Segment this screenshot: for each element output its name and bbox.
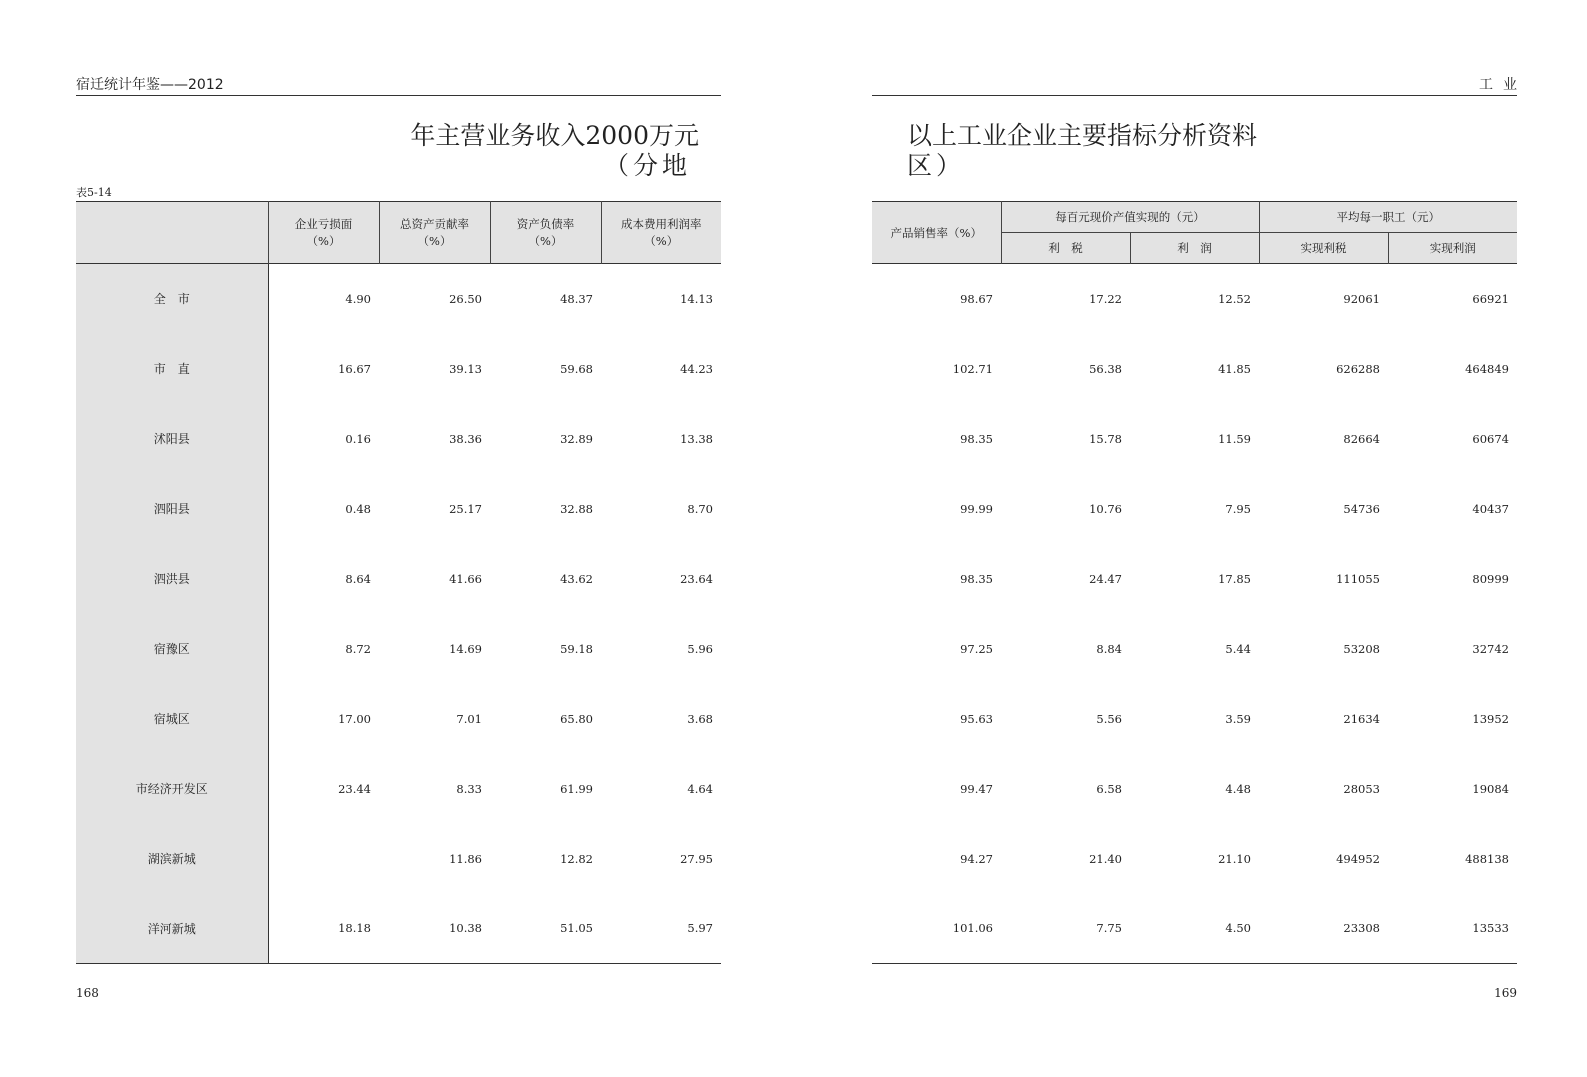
table-row — [872, 264, 1517, 334]
subheader-profit-tax: 利 税 — [1001, 233, 1130, 264]
table-row — [872, 404, 1517, 474]
region-name-cell: 泗阳县 — [76, 474, 268, 544]
table-title-part-1: 年主营业务收入2000万元 — [410, 121, 699, 150]
right-data-table — [872, 201, 1517, 964]
region-name-cell: 全 市 — [76, 264, 268, 334]
right-page — [872, 0, 1527, 1077]
value-cell: 59.68 — [560, 361, 593, 376]
table-row — [76, 614, 721, 684]
value-cell: 41.85 — [1218, 361, 1251, 376]
value-cell: 59.18 — [560, 641, 593, 656]
value-cell: 10.76 — [1089, 501, 1122, 516]
table-row — [872, 614, 1517, 684]
value-cell: 99.47 — [960, 781, 993, 796]
value-cell: 14.69 — [449, 641, 482, 656]
value-cell: 494952 — [1336, 851, 1380, 866]
table-row — [872, 824, 1517, 894]
value-cell: 0.48 — [345, 501, 371, 516]
value-cell: 40437 — [1472, 501, 1509, 516]
value-cell: 98.35 — [960, 571, 993, 586]
value-cell: 11.59 — [1218, 431, 1251, 446]
subheader-realized-profit-tax: 实现利税 — [1259, 233, 1388, 264]
value-cell: 0.16 — [345, 431, 371, 446]
header-loss-ratio: 企业亏损面 （%） — [268, 202, 379, 264]
value-cell: 23.64 — [680, 571, 713, 586]
value-cell: 21634 — [1343, 711, 1380, 726]
value-cell: 17.85 — [1218, 571, 1251, 586]
value-cell: 7.75 — [1096, 921, 1122, 936]
value-cell: 19084 — [1472, 781, 1509, 796]
value-cell: 7.01 — [456, 711, 482, 726]
table-title-part-4: 区） — [907, 151, 966, 180]
header-cost-profit-ratio: 成本费用利润率 （%） — [601, 202, 721, 264]
table-row — [76, 754, 721, 824]
value-cell: 21.40 — [1089, 851, 1122, 866]
table-title-part-3: 以上工业企业主要指标分析资料 — [907, 121, 1258, 150]
value-cell: 17.22 — [1089, 291, 1122, 306]
table-row — [872, 474, 1517, 544]
header-sales-rate: 产品销售率（%） — [872, 202, 1001, 264]
value-cell: 61.99 — [560, 781, 593, 796]
value-cell: 12.52 — [1218, 291, 1251, 306]
chapter-title: 工业 — [1479, 77, 1527, 93]
page-number-left: 168 — [76, 986, 99, 1000]
value-cell: 13952 — [1472, 711, 1509, 726]
value-cell: 5.97 — [687, 921, 713, 936]
value-cell: 5.56 — [1096, 711, 1122, 726]
value-cell: 82664 — [1343, 431, 1380, 446]
value-cell: 23.44 — [338, 781, 371, 796]
left-header-row — [76, 202, 721, 264]
value-cell: 4.90 — [345, 291, 371, 306]
value-cell: 60674 — [1472, 431, 1509, 446]
region-name-cell: 洋河新城 — [76, 894, 268, 964]
value-cell: 4.50 — [1225, 921, 1251, 936]
table-number: 表5-14 — [76, 186, 112, 199]
header-asset-contribution: 总资产贡献率 （%） — [379, 202, 490, 264]
value-cell: 80999 — [1472, 571, 1509, 586]
value-cell: 11.86 — [449, 851, 482, 866]
running-head-right — [872, 74, 1527, 96]
value-cell: 6.58 — [1096, 781, 1122, 796]
left-page — [76, 0, 721, 1077]
value-cell: 98.67 — [960, 291, 993, 306]
table-row — [872, 894, 1517, 964]
value-cell: 13.38 — [680, 431, 713, 446]
value-cell: 3.68 — [687, 711, 713, 726]
value-cell: 48.37 — [560, 291, 593, 306]
region-name-cell: 市经济开发区 — [76, 754, 268, 824]
table-row — [76, 824, 721, 894]
yearbook-title: 宿迁统计年鉴——2012 — [76, 77, 224, 93]
header-debt-ratio: 资产负债率 （%） — [490, 202, 601, 264]
value-cell: 14.13 — [680, 291, 713, 306]
value-cell: 38.36 — [449, 431, 482, 446]
value-cell: 26.50 — [449, 291, 482, 306]
value-cell: 13533 — [1472, 921, 1509, 936]
subheader-realized-profit: 实现利润 — [1388, 233, 1517, 264]
value-cell: 12.82 — [560, 851, 593, 866]
value-cell: 32.88 — [560, 501, 593, 516]
table-row — [76, 474, 721, 544]
value-cell: 32.89 — [560, 431, 593, 446]
value-cell: 8.33 — [456, 781, 482, 796]
value-cell — [268, 824, 379, 894]
value-cell: 111055 — [1336, 571, 1380, 586]
value-cell: 8.84 — [1096, 641, 1122, 656]
value-cell: 92061 — [1343, 291, 1380, 306]
table-row — [76, 894, 721, 964]
running-head-left — [76, 74, 721, 96]
value-cell: 10.38 — [449, 921, 482, 936]
value-cell: 8.72 — [345, 641, 371, 656]
table-title-part-2: （分地 — [603, 151, 691, 180]
value-cell: 43.62 — [560, 571, 593, 586]
value-cell: 98.35 — [960, 431, 993, 446]
table-row — [872, 754, 1517, 824]
value-cell: 51.05 — [560, 921, 593, 936]
value-cell: 15.78 — [1089, 431, 1122, 446]
value-cell: 56.38 — [1089, 361, 1122, 376]
value-cell: 99.99 — [960, 501, 993, 516]
value-cell: 23308 — [1343, 921, 1380, 936]
table-row — [76, 684, 721, 754]
value-cell: 54736 — [1343, 501, 1380, 516]
left-data-table — [76, 201, 721, 964]
region-name-cell: 宿豫区 — [76, 614, 268, 684]
value-cell: 4.64 — [687, 781, 713, 796]
value-cell: 18.18 — [338, 921, 371, 936]
value-cell: 488138 — [1465, 851, 1509, 866]
table-row — [76, 404, 721, 474]
value-cell: 16.67 — [338, 361, 371, 376]
header-per-hundred-yuan: 每百元现价产值实现的（元） — [1001, 202, 1259, 233]
value-cell: 97.25 — [960, 641, 993, 656]
value-cell: 4.48 — [1225, 781, 1251, 796]
value-cell: 626288 — [1336, 361, 1380, 376]
region-name-cell: 市 直 — [76, 334, 268, 404]
table-row — [76, 264, 721, 334]
value-cell: 7.95 — [1225, 501, 1251, 516]
value-cell: 27.95 — [680, 851, 713, 866]
value-cell: 65.80 — [560, 711, 593, 726]
subheader-profit: 利 润 — [1130, 233, 1259, 264]
value-cell: 17.00 — [338, 711, 371, 726]
value-cell: 102.71 — [952, 361, 993, 376]
value-cell: 8.64 — [345, 571, 371, 586]
value-cell: 66921 — [1472, 291, 1509, 306]
value-cell: 24.47 — [1089, 571, 1122, 586]
value-cell: 101.06 — [952, 921, 993, 936]
value-cell: 32742 — [1472, 641, 1509, 656]
value-cell: 41.66 — [449, 571, 482, 586]
table-row — [76, 544, 721, 614]
region-name-cell: 宿城区 — [76, 684, 268, 754]
value-cell: 5.44 — [1225, 641, 1251, 656]
region-name-cell: 沭阳县 — [76, 404, 268, 474]
value-cell: 5.96 — [687, 641, 713, 656]
table-row — [872, 334, 1517, 404]
region-name-cell: 湖滨新城 — [76, 824, 268, 894]
table-row — [872, 544, 1517, 614]
value-cell: 8.70 — [687, 501, 713, 516]
value-cell: 25.17 — [449, 501, 482, 516]
value-cell: 39.13 — [449, 361, 482, 376]
value-cell: 21.10 — [1218, 851, 1251, 866]
right-header-row-1 — [872, 202, 1517, 233]
table-row — [872, 684, 1517, 754]
value-cell: 44.23 — [680, 361, 713, 376]
region-header-cell — [76, 202, 268, 264]
region-name-cell: 泗洪县 — [76, 544, 268, 614]
header-per-employee: 平均每一职工（元） — [1259, 202, 1517, 233]
value-cell: 464849 — [1465, 361, 1509, 376]
value-cell: 3.59 — [1225, 711, 1251, 726]
table-row — [76, 334, 721, 404]
value-cell: 53208 — [1343, 641, 1380, 656]
value-cell: 95.63 — [960, 711, 993, 726]
value-cell: 94.27 — [960, 851, 993, 866]
value-cell: 28053 — [1343, 781, 1380, 796]
page-number-right: 169 — [1494, 986, 1517, 1000]
